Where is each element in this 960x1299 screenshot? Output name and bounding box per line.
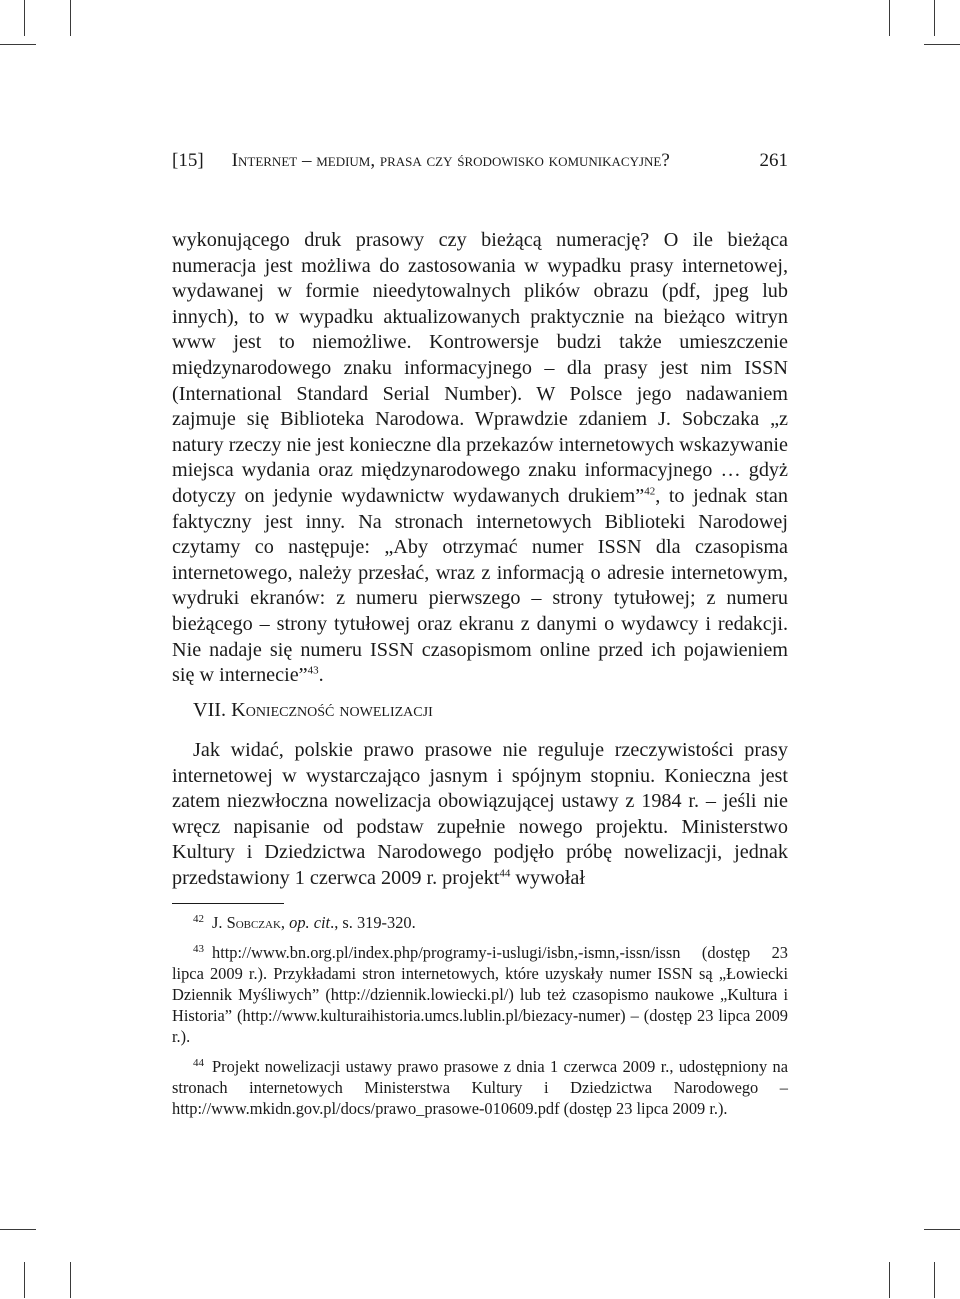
crop-mark: [0, 1229, 36, 1230]
running-title: Internet – medium, prasa czy środowisko komunikacyjne?: [231, 150, 670, 171]
crop-mark: [70, 1262, 71, 1298]
footnote-text: Projekt nowelizacji ustawy prawo prasowe z dnia 1 czerwca 2009 r., udostępniony na stronach internetowych Ministerstwa Kultury i Dziedzictwa Narodowego – http://www.mkidn.gov.pl/docs/prawo_prasowe-010609.pdf (dostęp 23 lipca 2009 r.).: [172, 1057, 788, 1118]
footnote-mark: 44: [193, 1056, 204, 1069]
crop-mark: [24, 0, 25, 36]
footnotes: [172, 912, 788, 1128]
section-paragraph-text: Jak widać, polskie prawo prasowe nie reguluje rzeczywistości prasy internetowej w wystarczająco jasnym i spójnym stopniu. Konieczna jest zatem niezwłoczna nowelizacja obowiązującej ustawy z 1984 r. – jeśli nie wręcz napisanie od podstaw zupełnie nowego projektu. Ministerstwo Kultury i Dziedzictwa Narodowego podjęło próbę nowelizacji, jednak przedstawiony 1 czerwca 2009 r. projekt: [172, 739, 788, 889]
crop-mark: [24, 1262, 25, 1298]
paragraph-text-cont: , to jednak stan faktyczny jest inny. Na stronach internetowych Biblioteki Narodowej czytamy co następuje: „Aby otrzymać numer ISSN dla czasopisma internetowego, należy przesłać, wraz z informacją o adresie internetowym, wydruki ekranów: z numeru pierwszego – strony tytułowej; z numeru bieżącego – strony tytułowej oraz ekranu z danymi o wydawcy i redakcji. Nie nadaje się numeru ISSN czasopismom online przed ich pojawieniem się w internecie”: [172, 484, 788, 687]
footnote-mark: 42: [193, 912, 204, 925]
running-header: [172, 148, 788, 174]
paragraph-text-end: .: [318, 664, 324, 687]
footnote-rule: [172, 903, 284, 904]
crop-mark: [924, 44, 960, 45]
section-heading: [193, 697, 433, 723]
footnote-ref-44: 44: [499, 867, 511, 880]
footnote-ref-43: 43: [307, 664, 319, 677]
footnote-ref-42: 42: [644, 485, 656, 498]
crop-mark: [0, 44, 36, 45]
footnote-42: [172, 912, 788, 933]
page-number: 261: [759, 150, 788, 171]
footnote-italic: op. cit: [289, 913, 331, 932]
footnote-sep: ,: [280, 913, 290, 932]
section-paragraph: [172, 738, 788, 892]
section-number: VII.: [193, 699, 227, 721]
crop-mark: [934, 1262, 935, 1298]
crop-mark: [889, 1262, 890, 1298]
crop-mark: [934, 0, 935, 36]
crop-mark: [70, 0, 71, 36]
footnote-mark: 43: [193, 942, 204, 955]
footnote-rest: ., s. 319-320.: [330, 913, 416, 932]
paragraph-text: wykonującego druk prasowy czy bieżącą numerację? O ile bieżąca numeracja jest możliwa do zastosowania w wypadku prasy internetowej, wydawanej w formie nieedytowalnych plików obrazu (pdf, jpeg lub innych), to w wypadku aktualizowanych praktycznie na bieżąco witryn www jest to niemożliwe. Kontrowersje budzi także umieszczenie międzynarodowego znaku informacyjnego – dla prasy jest nim ISSN (International Standard Serial Number). W Polsce jego nadawaniem zajmuje się Biblioteka Narodowa. Wprawdzie zdaniem J. Sobczaka „z natury rzeczy nie jest konieczne dla przekazów internetowych wskazywanie miejsca wydania oraz międzynarodowego znaku informacyjnego … gdyż dotyczy on jedynie wydawnictw wydawanych drukiem”: [172, 229, 788, 507]
crop-mark: [889, 0, 890, 36]
footnote-44: [172, 1056, 788, 1119]
bracket-number: [15]: [172, 150, 204, 171]
main-paragraph: [172, 228, 788, 689]
section-title: Konieczność nowelizacji: [231, 699, 433, 721]
footnote-text: http://www.bn.org.pl/index.php/programy-i-uslugi/isbn,-ismn,-issn/issn (dostęp 23 lipca 2009 r.). Przykładami stron internetowych, które uzyskały numer ISSN są „Łowiecki Dziennik Myśliwych” (http://dziennik.lowiecki.pl/) lub też czasopismo naukowe „Kultura i Historia” (http://www.kulturaihistoria.umcs.lublin.pl/biezacy-numer) – (dostęp 23 lipca 2009 r.).: [172, 943, 788, 1046]
footnote-43: [172, 942, 788, 1047]
section-paragraph-end: wywołał: [510, 866, 585, 889]
crop-mark: [924, 1229, 960, 1230]
footnote-author: J. Sobczak: [212, 913, 281, 932]
